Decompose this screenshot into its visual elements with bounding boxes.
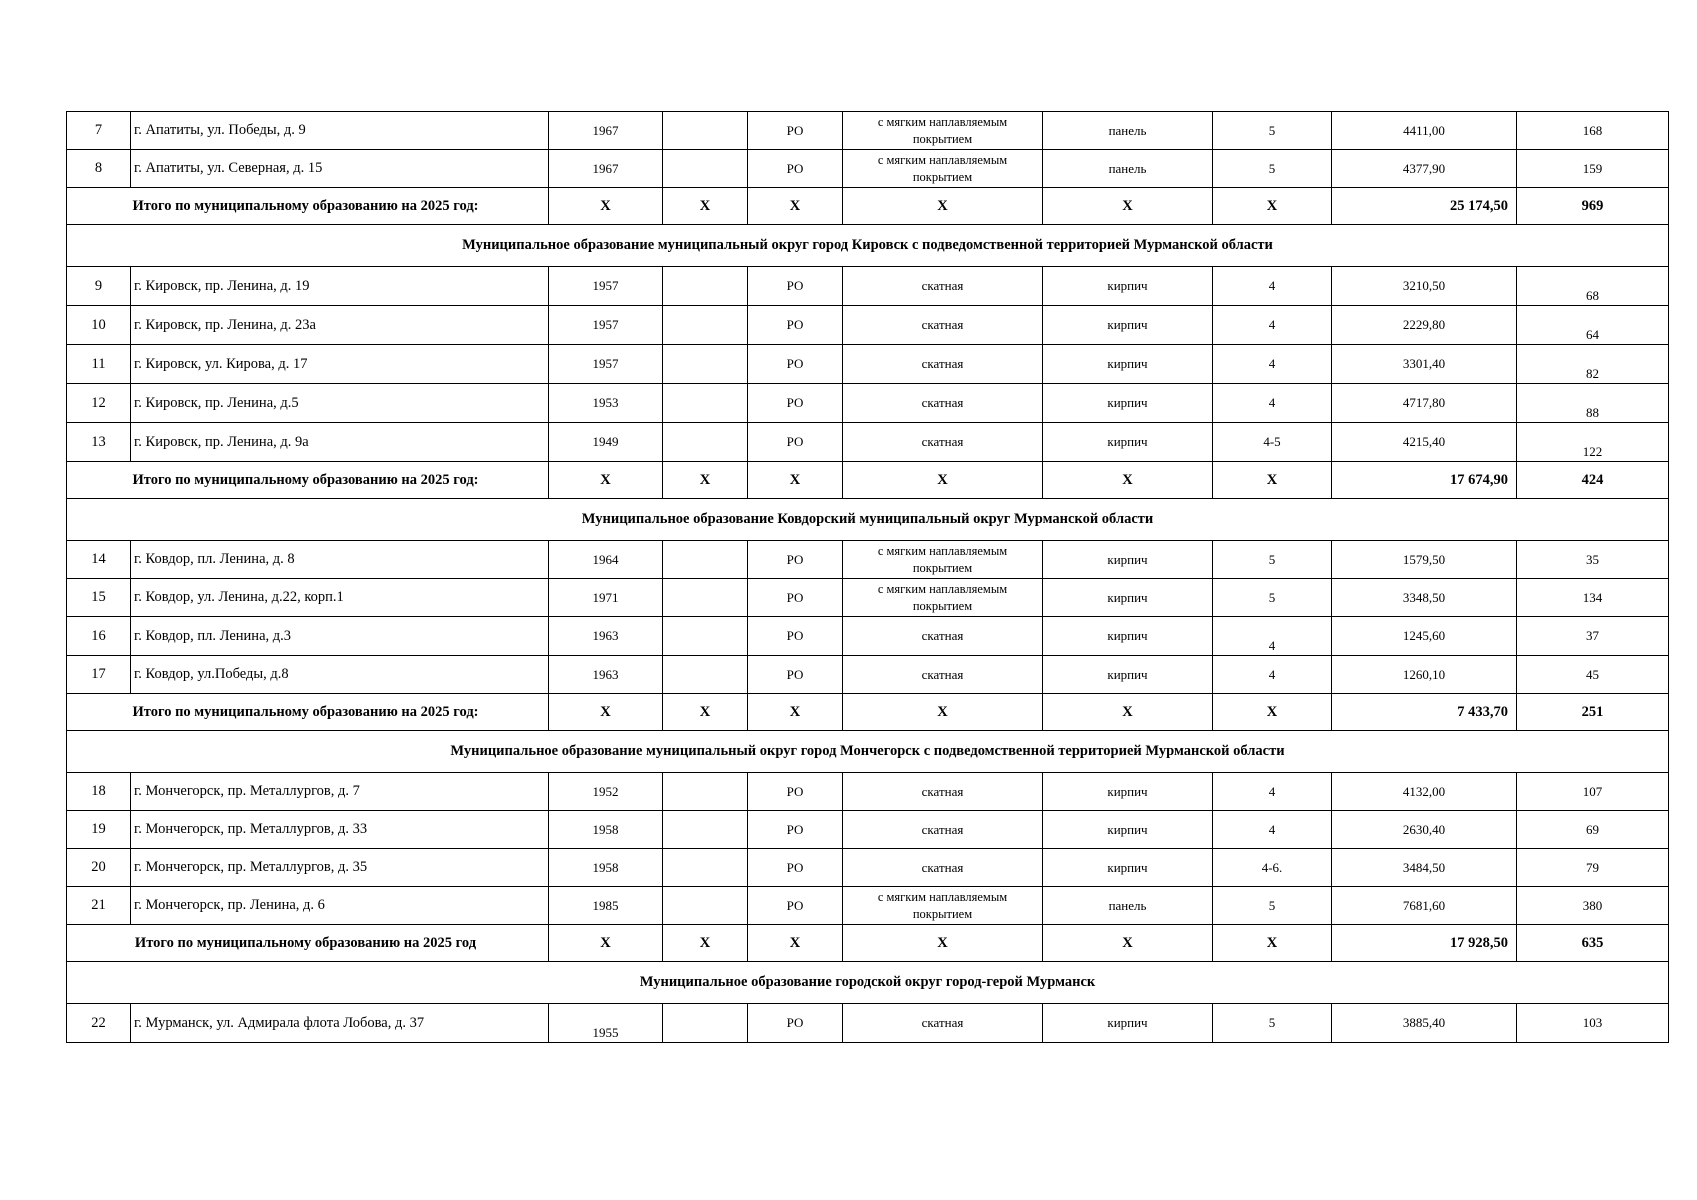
empty-cell <box>663 423 748 462</box>
residents-cell: 35 <box>1517 541 1669 579</box>
x-mark: Х <box>549 188 663 225</box>
empty-cell <box>663 267 748 306</box>
ro-cell: РО <box>748 112 843 150</box>
residents-cell: 88 <box>1517 384 1669 423</box>
x-mark: Х <box>1043 462 1213 499</box>
area-cell: 3301,40 <box>1332 345 1517 384</box>
total-area: 7 433,70 <box>1332 694 1517 731</box>
table-row <box>67 150 1669 188</box>
table-row <box>67 656 1669 694</box>
row-number: 12 <box>67 384 131 423</box>
x-mark: Х <box>843 188 1043 225</box>
total-row <box>67 188 1669 225</box>
empty-cell <box>663 112 748 150</box>
x-mark: Х <box>1213 925 1332 962</box>
area-cell: 1260,10 <box>1332 656 1517 694</box>
address-cell: г. Мончегорск, пр. Металлургов, д. 7 <box>131 773 549 811</box>
area-cell: 2229,80 <box>1332 306 1517 345</box>
floors-cell: 5 <box>1213 112 1332 150</box>
ro-cell: РО <box>748 617 843 656</box>
ro-cell: РО <box>748 423 843 462</box>
table-row <box>67 267 1669 306</box>
ro-cell: РО <box>748 150 843 188</box>
roof-type-cell: скатная <box>843 849 1043 887</box>
table-row <box>67 1004 1669 1043</box>
table-row <box>67 887 1669 925</box>
roof-type-cell: скатная <box>843 345 1043 384</box>
address-cell: г. Мончегорск, пр. Ленина, д. 6 <box>131 887 549 925</box>
area-cell: 1579,50 <box>1332 541 1517 579</box>
floors-cell: 4 <box>1213 773 1332 811</box>
year-cell: 1963 <box>549 617 663 656</box>
roof-type-cell: скатная <box>843 1004 1043 1043</box>
residents-cell: 82 <box>1517 345 1669 384</box>
empty-cell <box>663 541 748 579</box>
x-mark: Х <box>1213 462 1332 499</box>
x-mark: Х <box>549 694 663 731</box>
row-number: 14 <box>67 541 131 579</box>
x-mark: Х <box>843 925 1043 962</box>
residents-cell: 159 <box>1517 150 1669 188</box>
section-title: Муниципальное образование городской округ город-герой Мурманск <box>67 962 1669 1004</box>
wall-material-cell: кирпич <box>1043 849 1213 887</box>
floors-cell: 5 <box>1213 887 1332 925</box>
x-mark: Х <box>663 188 748 225</box>
floors-cell: 5 <box>1213 579 1332 617</box>
x-mark: Х <box>663 925 748 962</box>
x-mark: Х <box>748 188 843 225</box>
roof-type-cell: скатная <box>843 617 1043 656</box>
residents-cell: 107 <box>1517 773 1669 811</box>
address-cell: г. Мурманск, ул. Адмирала флота Лобова, д. 37 <box>131 1004 549 1043</box>
x-mark: Х <box>1043 188 1213 225</box>
residents-cell: 103 <box>1517 1004 1669 1043</box>
table-row <box>67 849 1669 887</box>
year-cell: 1985 <box>549 887 663 925</box>
section-header-row <box>67 225 1669 267</box>
wall-material-cell: кирпич <box>1043 579 1213 617</box>
total-label: Итого по муниципальному образованию на 2025 год <box>67 925 549 962</box>
empty-cell <box>663 384 748 423</box>
x-mark: Х <box>1213 694 1332 731</box>
table-body <box>67 112 1669 1043</box>
address-cell: г. Кировск, пр. Ленина, д. 23а <box>131 306 549 345</box>
table-row <box>67 345 1669 384</box>
empty-cell <box>663 773 748 811</box>
empty-cell <box>663 656 748 694</box>
ro-cell: РО <box>748 811 843 849</box>
floors-cell: 4 <box>1213 306 1332 345</box>
row-number: 18 <box>67 773 131 811</box>
row-number: 17 <box>67 656 131 694</box>
table-row <box>67 773 1669 811</box>
row-number: 22 <box>67 1004 131 1043</box>
total-residents: 635 <box>1517 925 1669 962</box>
address-cell: г. Кировск, пр. Ленина, д. 19 <box>131 267 549 306</box>
residents-cell: 37 <box>1517 617 1669 656</box>
residents-cell: 168 <box>1517 112 1669 150</box>
area-cell: 3210,50 <box>1332 267 1517 306</box>
floors-cell: 4 <box>1213 656 1332 694</box>
year-cell: 1958 <box>549 811 663 849</box>
empty-cell <box>663 306 748 345</box>
row-number: 16 <box>67 617 131 656</box>
x-mark: Х <box>748 925 843 962</box>
total-residents: 251 <box>1517 694 1669 731</box>
address-cell: г. Мончегорск, пр. Металлургов, д. 35 <box>131 849 549 887</box>
area-cell: 4132,00 <box>1332 773 1517 811</box>
wall-material-cell: кирпич <box>1043 541 1213 579</box>
area-cell: 7681,60 <box>1332 887 1517 925</box>
floors-cell: 4 <box>1213 345 1332 384</box>
floors-cell: 5 <box>1213 541 1332 579</box>
floors-cell: 4-6. <box>1213 849 1332 887</box>
floors-cell: 4-5 <box>1213 423 1332 462</box>
residents-cell: 380 <box>1517 887 1669 925</box>
x-mark: Х <box>663 694 748 731</box>
year-cell: 1963 <box>549 656 663 694</box>
x-mark: Х <box>843 694 1043 731</box>
row-number: 8 <box>67 150 131 188</box>
section-title: Муниципальное образование муниципальный округ город Кировск с подведомственной территорией Мурманской области <box>67 225 1669 267</box>
row-number: 15 <box>67 579 131 617</box>
address-cell: г. Ковдор, ул. Ленина, д.22, корп.1 <box>131 579 549 617</box>
wall-material-cell: кирпич <box>1043 345 1213 384</box>
floors-cell: 4 <box>1213 267 1332 306</box>
wall-material-cell: кирпич <box>1043 811 1213 849</box>
row-number: 19 <box>67 811 131 849</box>
ro-cell: РО <box>748 541 843 579</box>
empty-cell <box>663 887 748 925</box>
empty-cell <box>663 150 748 188</box>
ro-cell: РО <box>748 267 843 306</box>
year-cell: 1964 <box>549 541 663 579</box>
table-row <box>67 541 1669 579</box>
table-row <box>67 112 1669 150</box>
total-row <box>67 462 1669 499</box>
total-row <box>67 925 1669 962</box>
section-header-row <box>67 731 1669 773</box>
total-label: Итого по муниципальному образованию на 2025 год: <box>67 694 549 731</box>
floors-cell: 4 <box>1213 811 1332 849</box>
wall-material-cell: кирпич <box>1043 656 1213 694</box>
total-area: 17 928,50 <box>1332 925 1517 962</box>
area-cell: 4717,80 <box>1332 384 1517 423</box>
row-number: 9 <box>67 267 131 306</box>
residents-cell: 134 <box>1517 579 1669 617</box>
ro-cell: РО <box>748 1004 843 1043</box>
roof-type-cell: скатная <box>843 423 1043 462</box>
floors-cell: 5 <box>1213 1004 1332 1043</box>
wall-material-cell: панель <box>1043 150 1213 188</box>
total-area: 25 174,50 <box>1332 188 1517 225</box>
address-cell: г. Апатиты, ул. Северная, д. 15 <box>131 150 549 188</box>
x-mark: Х <box>1043 925 1213 962</box>
roof-type-cell: с мягким наплавляемым покрытием <box>843 150 1043 188</box>
row-number: 21 <box>67 887 131 925</box>
year-cell: 1953 <box>549 384 663 423</box>
residents-cell: 122 <box>1517 423 1669 462</box>
address-cell: г. Кировск, пр. Ленина, д.5 <box>131 384 549 423</box>
year-cell: 1949 <box>549 423 663 462</box>
row-number: 7 <box>67 112 131 150</box>
residents-cell: 68 <box>1517 267 1669 306</box>
address-cell: г. Мончегорск, пр. Металлургов, д. 33 <box>131 811 549 849</box>
year-cell: 1967 <box>549 112 663 150</box>
year-cell: 1957 <box>549 267 663 306</box>
roof-type-cell: скатная <box>843 267 1043 306</box>
roof-type-cell: скатная <box>843 811 1043 849</box>
ro-cell: РО <box>748 887 843 925</box>
wall-material-cell: кирпич <box>1043 267 1213 306</box>
floors-cell: 5 <box>1213 150 1332 188</box>
section-header-row <box>67 962 1669 1004</box>
area-cell: 2630,40 <box>1332 811 1517 849</box>
year-cell: 1955 <box>549 1004 663 1043</box>
wall-material-cell: кирпич <box>1043 423 1213 462</box>
area-cell: 3484,50 <box>1332 849 1517 887</box>
table-row <box>67 423 1669 462</box>
x-mark: Х <box>748 462 843 499</box>
table-row <box>67 811 1669 849</box>
area-cell: 1245,60 <box>1332 617 1517 656</box>
empty-cell <box>663 849 748 887</box>
x-mark: Х <box>843 462 1043 499</box>
section-title: Муниципальное образование Ковдорский муниципальный округ Мурманской области <box>67 499 1669 541</box>
row-number: 13 <box>67 423 131 462</box>
table-row <box>67 306 1669 345</box>
address-cell: г. Ковдор, пл. Ленина, д.3 <box>131 617 549 656</box>
area-cell: 3885,40 <box>1332 1004 1517 1043</box>
floors-cell: 4 <box>1213 384 1332 423</box>
floors-cell: 4 <box>1213 617 1332 656</box>
wall-material-cell: кирпич <box>1043 773 1213 811</box>
year-cell: 1967 <box>549 150 663 188</box>
total-residents: 424 <box>1517 462 1669 499</box>
ro-cell: РО <box>748 345 843 384</box>
ro-cell: РО <box>748 579 843 617</box>
roof-type-cell: скатная <box>843 306 1043 345</box>
address-cell: г. Апатиты, ул. Победы, д. 9 <box>131 112 549 150</box>
table-row <box>67 384 1669 423</box>
empty-cell <box>663 1004 748 1043</box>
empty-cell <box>663 579 748 617</box>
wall-material-cell: кирпич <box>1043 306 1213 345</box>
address-cell: г. Кировск, ул. Кирова, д. 17 <box>131 345 549 384</box>
area-cell: 4411,00 <box>1332 112 1517 150</box>
address-cell: г. Ковдор, пл. Ленина, д. 8 <box>131 541 549 579</box>
area-cell: 4215,40 <box>1332 423 1517 462</box>
total-row <box>67 694 1669 731</box>
roof-type-cell: скатная <box>843 384 1043 423</box>
year-cell: 1952 <box>549 773 663 811</box>
roof-type-cell: скатная <box>843 773 1043 811</box>
wall-material-cell: кирпич <box>1043 384 1213 423</box>
x-mark: Х <box>549 462 663 499</box>
total-label: Итого по муниципальному образованию на 2025 год: <box>67 188 549 225</box>
ro-cell: РО <box>748 773 843 811</box>
residents-cell: 79 <box>1517 849 1669 887</box>
wall-material-cell: панель <box>1043 887 1213 925</box>
residents-cell: 69 <box>1517 811 1669 849</box>
wall-material-cell: панель <box>1043 112 1213 150</box>
section-title: Муниципальное образование муниципальный округ город Мончегорск с подведомственной территорией Мурманской области <box>67 731 1669 773</box>
year-cell: 1957 <box>549 306 663 345</box>
total-area: 17 674,90 <box>1332 462 1517 499</box>
row-number: 11 <box>67 345 131 384</box>
x-mark: Х <box>748 694 843 731</box>
housing-table <box>66 111 1669 1043</box>
roof-type-cell: с мягким наплавляемым покрытием <box>843 887 1043 925</box>
roof-type-cell: с мягким наплавляемым покрытием <box>843 579 1043 617</box>
empty-cell <box>663 345 748 384</box>
ro-cell: РО <box>748 306 843 345</box>
row-number: 10 <box>67 306 131 345</box>
roof-type-cell: с мягким наплавляемым покрытием <box>843 541 1043 579</box>
x-mark: Х <box>1213 188 1332 225</box>
address-cell: г. Ковдор, ул.Победы, д.8 <box>131 656 549 694</box>
wall-material-cell: кирпич <box>1043 617 1213 656</box>
roof-type-cell: скатная <box>843 656 1043 694</box>
year-cell: 1971 <box>549 579 663 617</box>
total-label: Итого по муниципальному образованию на 2025 год: <box>67 462 549 499</box>
x-mark: Х <box>1043 694 1213 731</box>
table-row <box>67 617 1669 656</box>
empty-cell <box>663 811 748 849</box>
ro-cell: РО <box>748 384 843 423</box>
empty-cell <box>663 617 748 656</box>
residents-cell: 64 <box>1517 306 1669 345</box>
x-mark: Х <box>549 925 663 962</box>
ro-cell: РО <box>748 849 843 887</box>
row-number: 20 <box>67 849 131 887</box>
total-residents: 969 <box>1517 188 1669 225</box>
roof-type-cell: с мягким наплавляемым покрытием <box>843 112 1043 150</box>
residents-cell: 45 <box>1517 656 1669 694</box>
ro-cell: РО <box>748 656 843 694</box>
x-mark: Х <box>663 462 748 499</box>
year-cell: 1957 <box>549 345 663 384</box>
section-header-row <box>67 499 1669 541</box>
table-row <box>67 579 1669 617</box>
area-cell: 3348,50 <box>1332 579 1517 617</box>
year-cell: 1958 <box>549 849 663 887</box>
address-cell: г. Кировск, пр. Ленина, д. 9а <box>131 423 549 462</box>
wall-material-cell: кирпич <box>1043 1004 1213 1043</box>
area-cell: 4377,90 <box>1332 150 1517 188</box>
